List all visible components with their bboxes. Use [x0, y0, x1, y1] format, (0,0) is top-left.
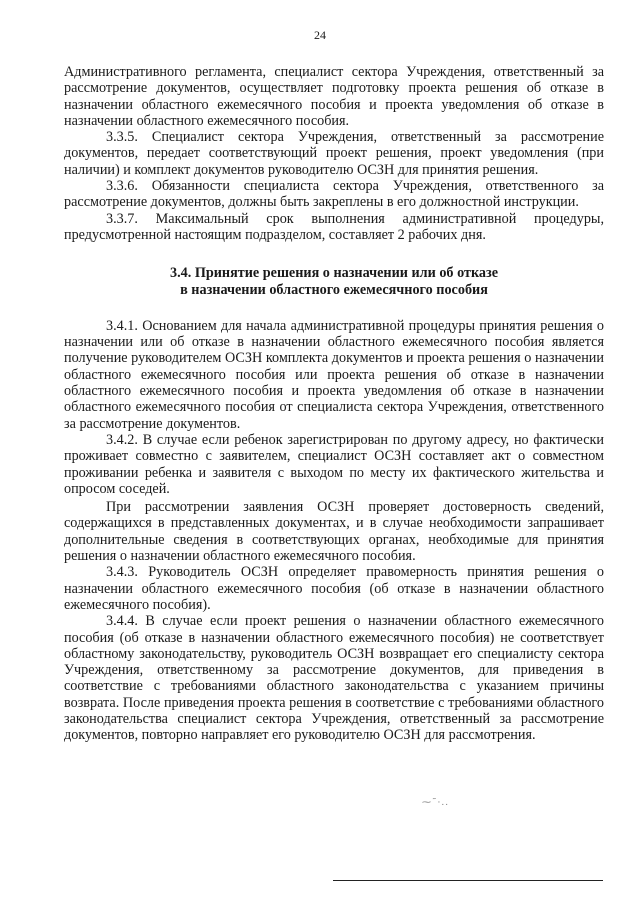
- footer-rule: [333, 880, 603, 881]
- section-heading-line-1: 3.4. Принятие решения о назначении или об отказе: [170, 265, 498, 282]
- section-heading-line-2: в назначении областного ежемесячного пособия: [180, 281, 488, 298]
- section-heading-3-4: [64, 265, 604, 298]
- document-body: [64, 64, 604, 744]
- paragraph-3-3-5: 3.3.5. Специалист сектора Учреждения, ответственный за рассмотрение документов, передает соответствующий проект решения, проект уведомления (при наличии) и комплект документов руководителю ОСЗН для принятия решения.: [64, 129, 604, 178]
- paragraph-continuation: Административного регламента, специалист сектора Учреждения, ответственный за рассмотрение документов, осуществляет подготовку проекта решения об отказе в назначении областного ежемесячного пособия и проекта уведомления об отказе в назначении областного ежемесячного пособия.: [64, 64, 604, 129]
- page-number: 24: [314, 28, 326, 42]
- paragraph-3-4-4: 3.4.4. В случае если проект решения о назначении областного ежемесячного пособия (об отказе в назначении областного ежемесячного пособия) не соответствует областному законодательству, руководитель ОСЗН возвращает его специалисту сектора Учреждения, ответственному за рассмотрение документов, для приведения в соответствие с требованиями областного законодательства с указанием причины возврата. После приведения проекта решения в соответствие с требованиями областного законодательства специалист сектора Учреждения, ответственный за рассмотрение документов, повторно направляет его руководителю ОСЗН для рассмотрения.: [64, 613, 604, 744]
- paragraph-3-3-7: 3.3.7. Максимальный срок выполнения административной процедуры, предусмотренной настоящим подразделом, составляет 2 рабочих дня.: [64, 210, 604, 243]
- paragraph-3-4-1: 3.4.1. Основанием для начала административной процедуры принятия решения о назначении или об отказе в назначении областного ежемесячного пособия является получение руководителем ОСЗН комплекта документов и проекта решения о назначении областного ежемесячного пособия или проекта решения об отказе в назначении областного ежемесячного пособия и проекта уведомления об отказе в назначении областного ежемесячного пособия от специалиста сектора Учреждения, ответственного за рассмотрение документов.: [64, 317, 604, 432]
- paragraph-3-4-2: 3.4.2. В случае если ребенок зарегистрирован по другому адресу, но фактически проживает совместно с заявителем, специалист ОСЗН составляет акт о совместном проживании ребенка и заявителя с выходом по месту их фактического жительства и опросом соседей.: [64, 431, 604, 497]
- ink-mark-decoration: ⁓˜·..: [422, 798, 450, 808]
- paragraph-3-3-6: 3.3.6. Обязанности специалиста сектора Учреждения, ответственного за рассмотрение документов, должны быть закреплены в его должностной инструкции.: [64, 178, 604, 211]
- paragraph-3-4-3: 3.4.3. Руководитель ОСЗН определяет правомерность принятия решения о назначении областного ежемесячного пособия (об отказе в назначении областного ежемесячного пособия).: [64, 564, 604, 613]
- paragraph-verification: При рассмотрении заявления ОСЗН проверяет достоверность сведений, содержащихся в представленных документах, и в случае необходимости запрашивает дополнительные сведения в соответствующих органах, необходимые для принятия решения о назначении областного ежемесячного пособия.: [64, 499, 604, 565]
